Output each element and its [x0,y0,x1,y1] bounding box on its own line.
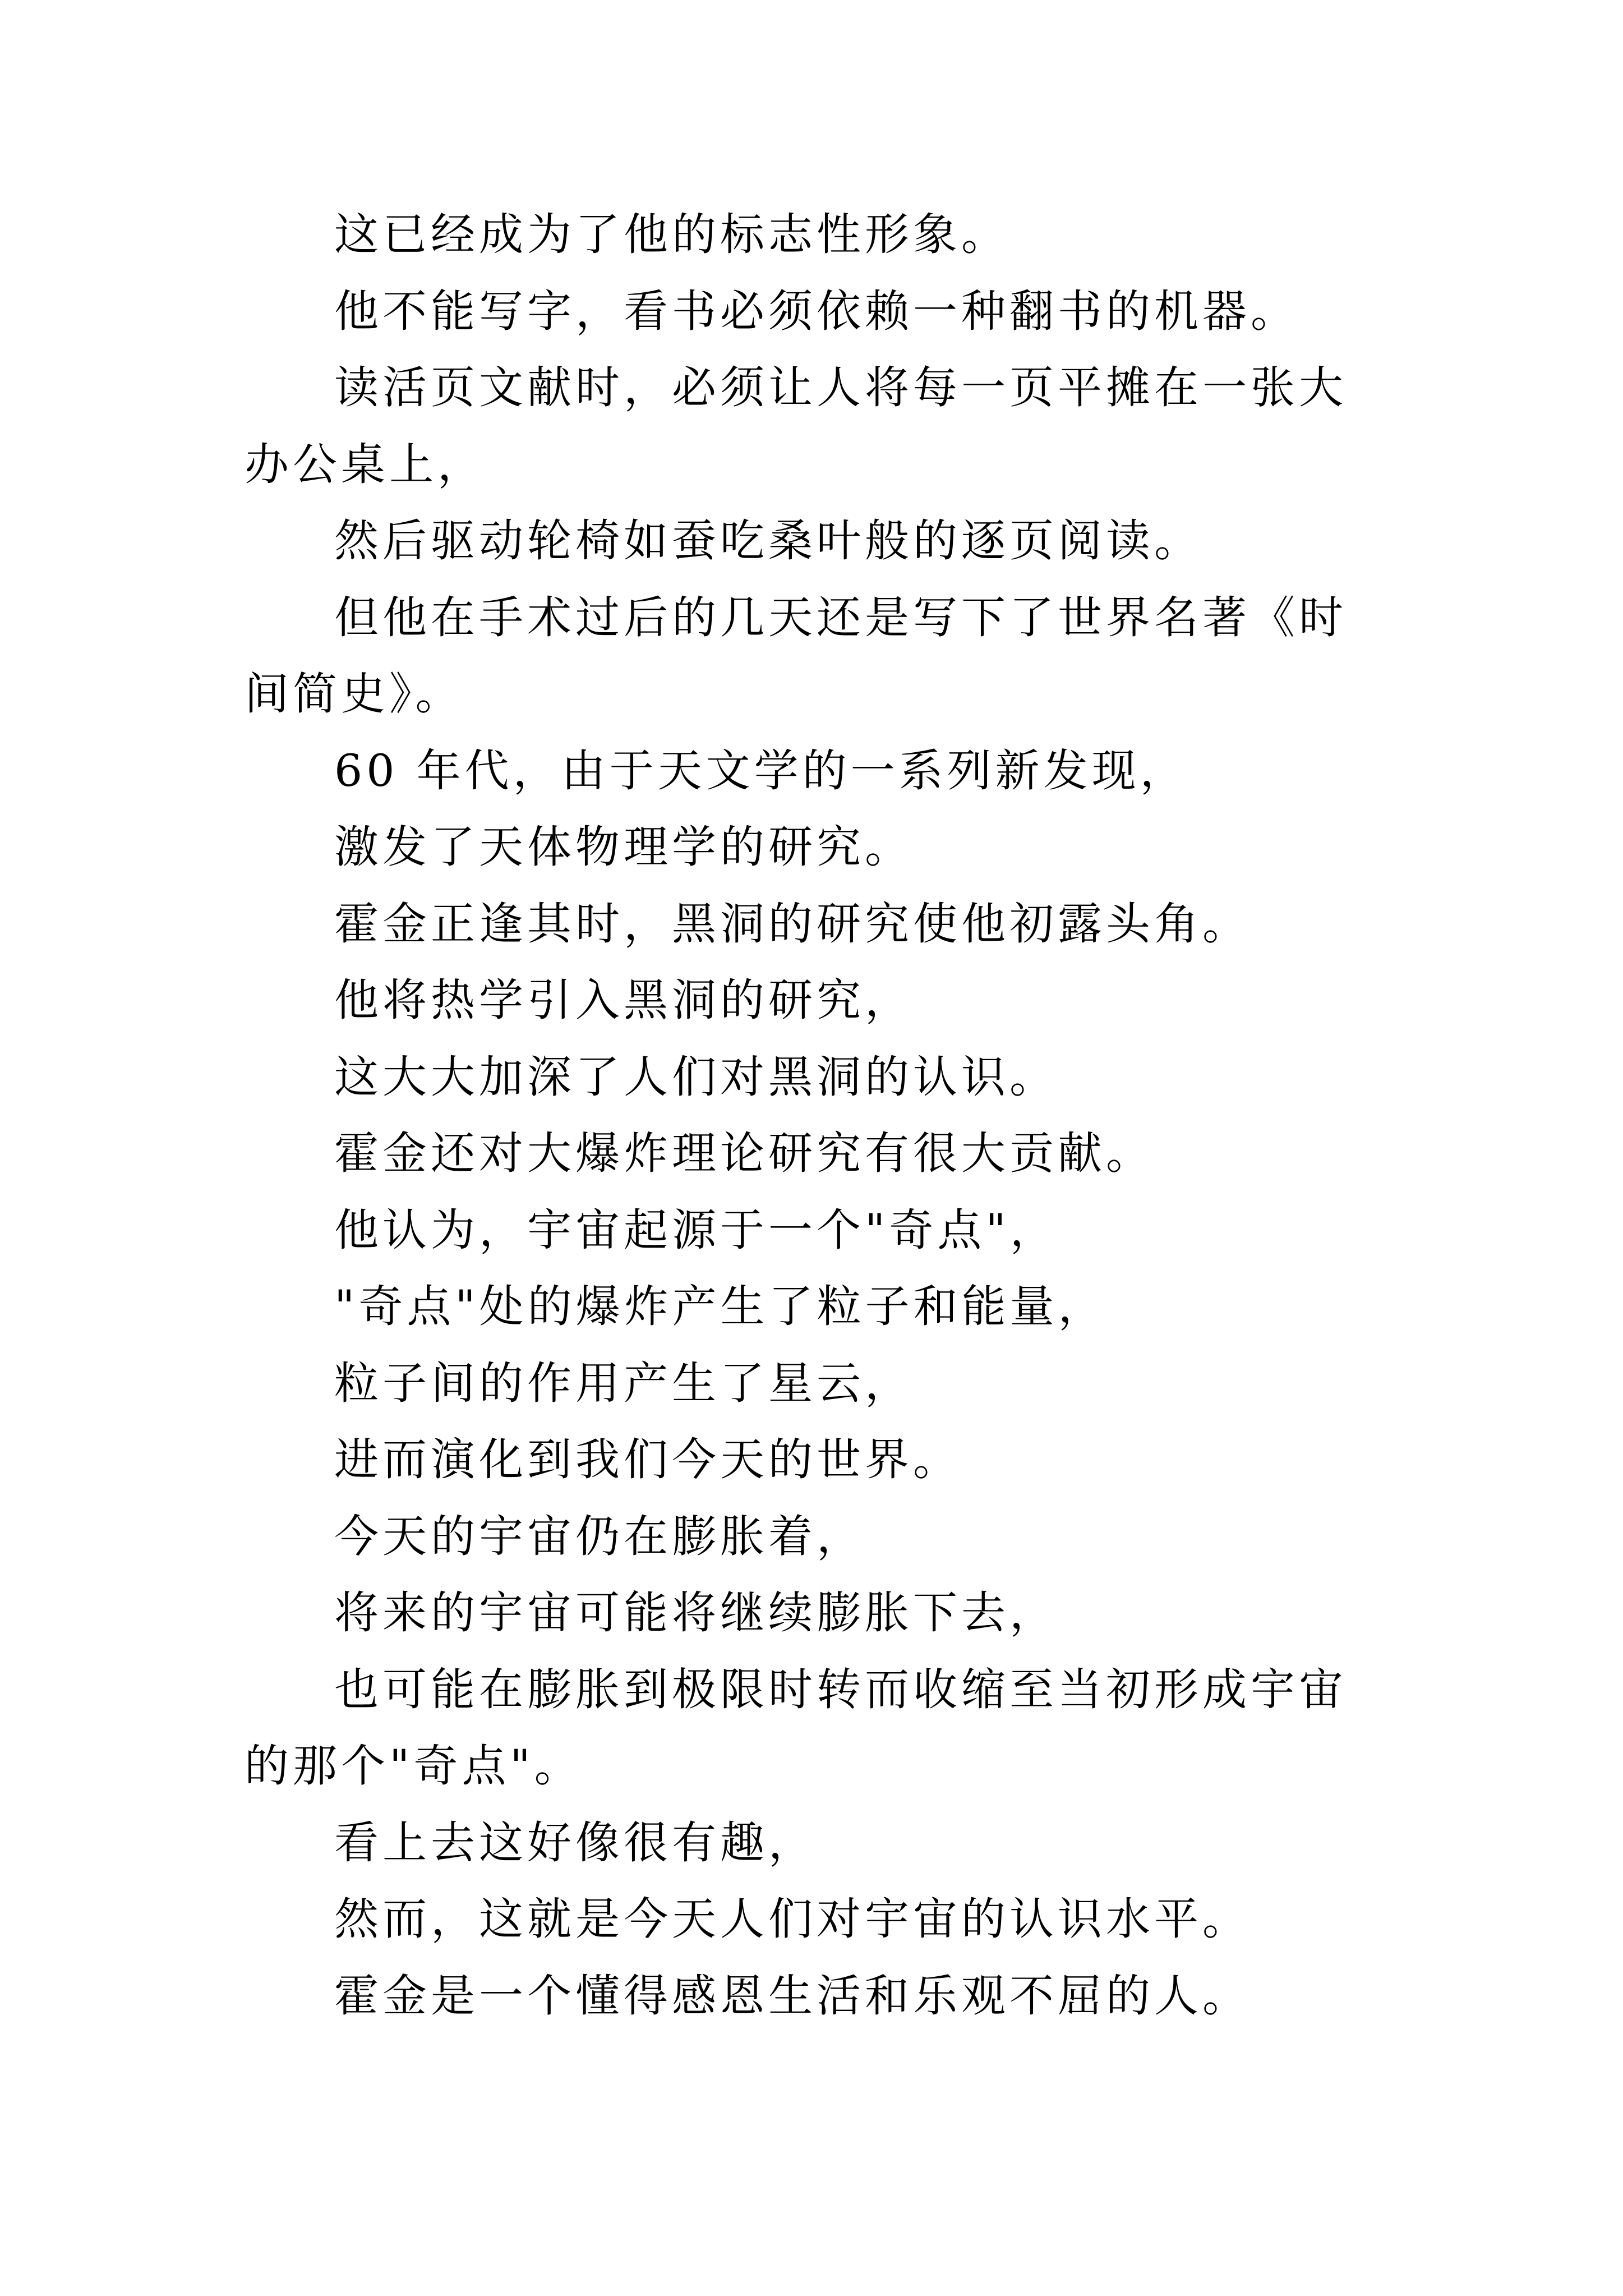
paragraph: 然后驱动轮椅如蚕吃桑叶般的逐页阅读。 [334,515,1202,567]
paragraph: 粒子间的作用产生了星云， [334,1357,913,1409]
paragraph: 看上去这好像很有趣， [334,1816,817,1869]
paragraph: 读活页文献时，必须让人将每一页平摊在一张大办公桌上， [245,362,1347,490]
body-text [245,196,1393,2034]
paragraph: 将来的宇宙可能将继续膨胀下去， [334,1587,1058,1639]
paragraph: 他认为，宇宙起源于一个"奇点"， [334,1204,1058,1256]
paragraph: "奇点"处的爆炸产生了粒子和能量， [334,1281,1106,1332]
paragraph: 60 年代，由于天文学的一系列新发现， [334,744,1188,797]
paragraph: 霍金正逢其时，黑洞的研究使他初露头角。 [334,898,1251,950]
paragraph: 霍金还对大爆炸理论研究有很大贡献。 [334,1128,1154,1179]
paragraph: 但他在手术过后的几天还是写下了世界名著《时间简史》。 [245,591,1347,720]
paragraph: 也可能在膨胀到极限时转而收缩至当初形成宇宙的那个"奇点"。 [245,1663,1347,1792]
paragraph: 他不能写字，看书必须依赖一种翻书的机器。 [334,285,1299,337]
paragraph: 霍金是一个懂得感恩生活和乐观不屈的人。 [334,1970,1251,2022]
paragraph: 这大大加深了人们对黑洞的认识。 [334,1051,1058,1103]
paragraph: 今天的宇宙仍在膨胀着， [334,1510,865,1562]
paragraph: 激发了天体物理学的研究。 [334,821,913,873]
paragraph: 然而，这就是今天人们对宇宙的认识水平。 [334,1893,1251,1945]
paragraph: 他将热学引入黑洞的研究， [334,974,913,1026]
paragraph: 进而演化到我们今天的世界。 [334,1434,961,1485]
paragraph: 这已经成为了他的标志性形象。 [334,209,1009,260]
